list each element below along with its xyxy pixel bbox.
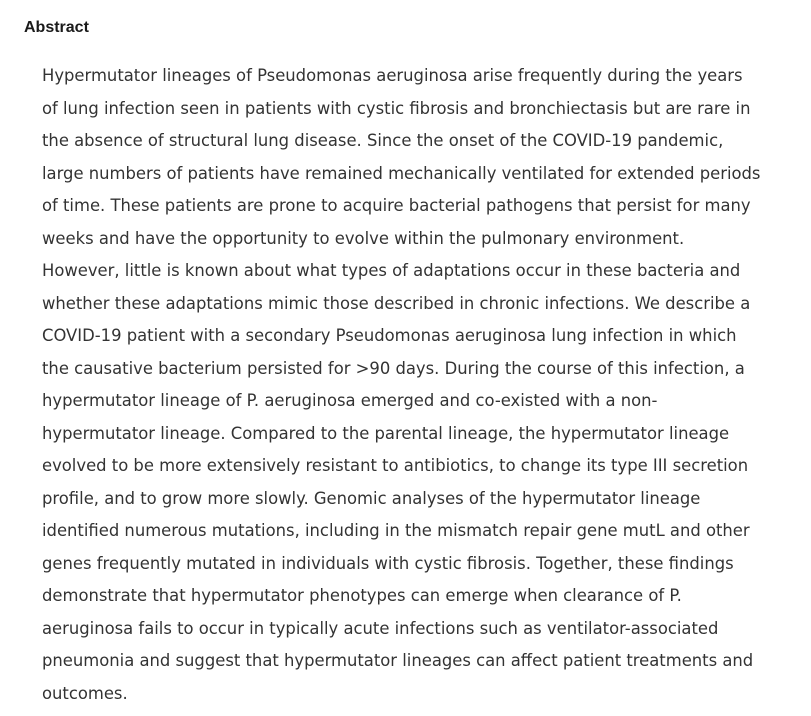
abstract-line: the absence of structural lung disease. Since the onset of the COVID-19 pandemic, — [42, 131, 724, 150]
abstract-line: outcomes. — [42, 683, 128, 703]
abstract-line: hypermutator lineage of P. aeruginosa emerged and co-existed with a non- — [42, 391, 658, 410]
abstract-line: identified numerous mutations, including in the mismatch repair gene mutL and other — [42, 521, 750, 540]
abstract-line: hypermutator lineage. Compared to the parental lineage, the hypermutator lineage — [42, 423, 730, 443]
abstract-line: COVID-19 patient with a secondary Pseudomonas aeruginosa lung infection in which — [42, 326, 737, 345]
abstract-line: of lung infection seen in patients with cystic fibrosis and bronchiectasis but are rare in — [42, 98, 751, 118]
abstract-line: the causative bacterium persisted for >90 days. During the course of this infection, a — [42, 358, 745, 378]
abstract-line: However, little is known about what types of adaptations occur in these bacteria and — [42, 261, 741, 280]
abstract-line: evolved to be more extensively resistant to antibiotics, to change its type III secretion — [42, 456, 749, 475]
abstract-line: Hypermutator lineages of Pseudomonas aeruginosa arise frequently during the years — [42, 66, 743, 85]
abstract-line: large numbers of patients have remained mechanically ventilated for extended periods — [42, 163, 761, 183]
abstract-body — [42, 60, 787, 710]
abstract-line: weeks and have the opportunity to evolve within the pulmonary environment. — [42, 228, 685, 248]
abstract-heading: Abstract — [24, 19, 89, 36]
abstract-line: of time. These patients are prone to acquire bacterial pathogens that persist for many — [42, 196, 751, 215]
abstract-line: aeruginosa fails to occur in typically acute infections such as ventilator-associated — [42, 618, 719, 638]
abstract-line: whether these adaptations mimic those described in chronic infections. We describe a — [42, 293, 751, 313]
abstract-line: pneumonia and suggest that hypermutator lineages can affect patient treatments and — [42, 651, 754, 670]
abstract-line: demonstrate that hypermutator phenotypes can emerge when clearance of P. — [42, 586, 682, 605]
abstract-line: genes frequently mutated in individuals with cystic fibrosis. Together, these findings — [42, 553, 734, 573]
abstract-line: profile, and to grow more slowly. Genomic analyses of the hypermutator lineage — [42, 488, 701, 508]
